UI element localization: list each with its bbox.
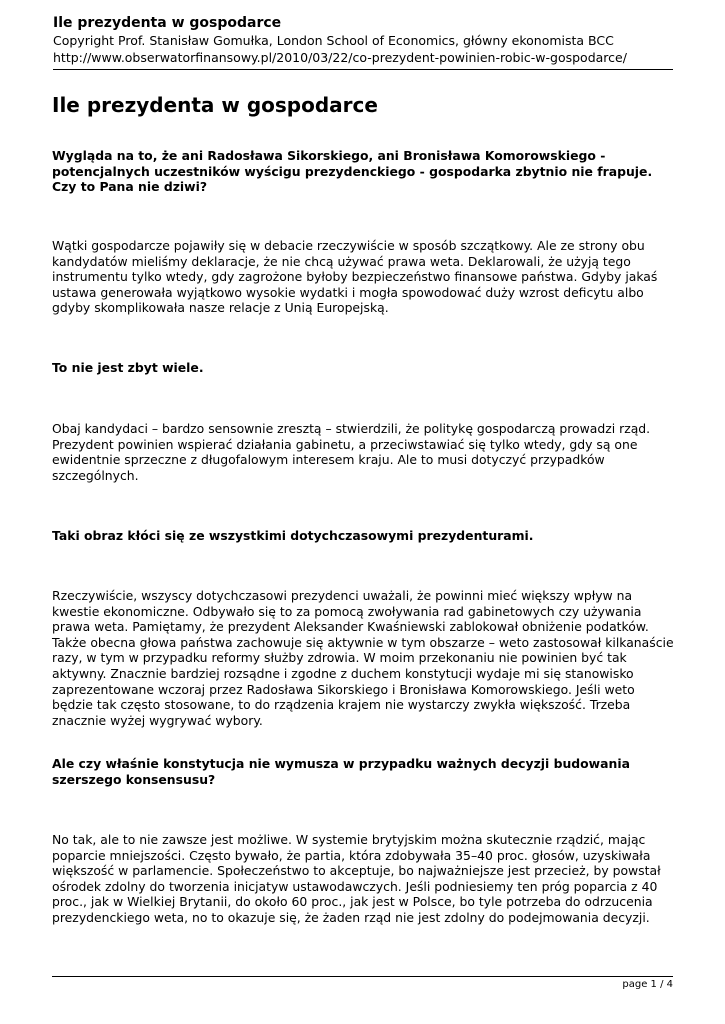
interview-question: To nie jest zbyt wiele. [52,360,204,375]
header-title: Ile prezydenta w gospodarce [53,15,282,31]
page-number: page 1 / 4 [622,979,673,990]
interview-answer: No tak, ale to nie zawsze jest możliwe. W systemie brytyjskim można skutecznie rządzić, mając poparcie mniejszości. Często bywało, że partia, która zdobywała 35–40 proc. głosów, uzyskiwała większość w parlamencie. Społeczeństwo to akceptuje, bo najważniejsze jest przecież, by powstał ośrodek zdolny do tworzenia inicjatyw ustawodawczych. Jeśli podniesiemy ten próg poparcia z 40 proc., jak w Wielkiej Brytanii, do około 60 proc., jak jest w Polsce, bo tyle potrzeba do odrzucenia prezydenckiego weta, no to okazuje się, że żaden rząd nie jest zdolny do podejmowania decyzji. [52,832,661,925]
page-footer [52,976,673,990]
interview-question: Ale czy właśnie konstytucja nie wymusza w przypadku ważnych decyzji budowania szerszego konsensusu? [52,756,630,787]
header-copyright: Copyright Prof. Stanisław Gomułka, London School of Economics, główny ekonomista BCC [53,33,614,48]
article-title: Ile prezydenta w gospodarce [52,93,378,117]
page-header [53,14,673,70]
interview-question: Taki obraz kłóci się ze wszystkimi dotychczasowymi prezydenturami. [52,528,534,543]
interview-answer: Wątki gospodarcze pojawiły się w debacie rzeczywiście w sposób szczątkowy. Ale ze strony obu kandydatów mieliśmy deklaracje, że nie chcą używać prawa weta. Deklarowali, że użyją tego instrumentu tylko wtedy, gdy zagrożone byłoby bezpieczeństwo finansowe państwa. Gdyby jakaś ustawa generowała wyjątkowo wysokie wydatki i mogła spowodować duży wzrost deficytu albo gdyby skomplikowała nasze relacje z Unią Europejską. [52,238,658,316]
interview-answer: Rzeczywiście, wszyscy dotychczasowi prezydenci uważali, że powinni mieć większy wpływ na kwestie ekonomiczne. Odbywało się to za pomocą zwoływania rad gabinetowych czy używania prawa weta. Pamiętamy, że prezydent Aleksander Kwaśniewski zablokował obniżenie podatków. Także obecna głowa państwa zachowuje się aktywnie w tym obszarze – weto zastosował kilkanaście razy, w tym w przypadku reformy służby zdrowia. W moim przekonaniu nie powinien być tak aktywny. Znacznie bardziej rozsądne i zgodne z duchem konstytucji wydaje mi się stanowisko zaprezentowane wczoraj przez Radosława Sikorskiego i Bronisława Komorowskiego. Jeśli weto będzie tak często stosowane, to do rządzenia krajem nie wystarczy zwykła większość. Trzeba znacznie wyżej wygrywać wybory. [52,588,674,728]
interview-answer: Obaj kandydaci – bardzo sensownie zresztą – stwierdzili, że politykę gospodarczą prowadzi rząd. Prezydent powinien wspierać działania gabinetu, a przeciwstawiać się tylko wtedy, gdy są one ewidentnie sprzeczne z długofalowym interesem kraju. Ale to musi dotyczyć przypadków szczególnych. [52,421,651,483]
header-url[interactable]: http://www.obserwatorfinansowy.pl/2010/03/22/co-prezydent-powinien-robic-w-gospodarce/ [53,49,627,65]
interview-question: Wygląda na to, że ani Radosława Sikorskiego, ani Bronisława Komorowskiego - potencjalnych uczestników wyścigu prezydenckiego - gospodarka zbytnio nie frapuje. Czy to Pana nie dziwi? [52,148,653,195]
